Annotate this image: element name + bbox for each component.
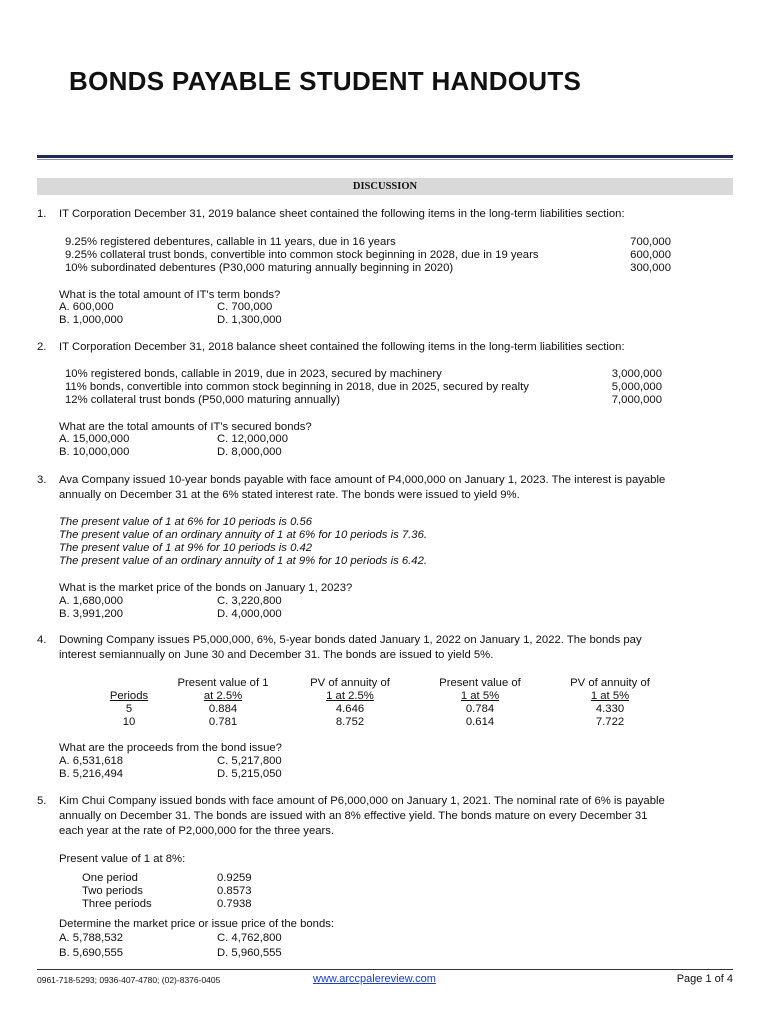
choice-d: D. 8,000,000 <box>217 446 282 458</box>
pv-row-value: 0.8573 <box>217 885 252 897</box>
choice-d: D. 5,215,050 <box>217 768 282 780</box>
item-label: 10% subordinated debentures (P30,000 maturing annually beginning in 2020) <box>65 262 454 274</box>
table-cell: 0.781 <box>208 716 238 728</box>
pv-note: The present value of 1 at 9% for 10 periods is 0.42 <box>59 542 313 554</box>
table-cell: 0.884 <box>208 703 238 715</box>
title-rule-thin <box>37 159 733 160</box>
pv-note: The present value of 1 at 6% for 10 periods is 0.56 <box>59 516 313 528</box>
item-label: 12% collateral trust bonds (P50,000 maturing annually) <box>65 394 341 406</box>
table-header: Present value of 1 <box>177 677 269 689</box>
question-text: Downing Company issues P5,000,000, 6%, 5-year bonds dated January 1, 2022 on January 1, 2022. The bonds pay <box>59 634 642 646</box>
table-cell: 10 <box>122 716 136 728</box>
choice-b: B. 5,690,555 <box>59 947 124 959</box>
table-cell: 0.784 <box>465 703 495 715</box>
choice-c: C. 12,000,000 <box>217 433 288 445</box>
table-header: PV of annuity of <box>570 677 650 689</box>
question-text: annually on December 31 at the 6% stated interest rate. The bonds were issued to yield 9%. <box>59 489 520 501</box>
question-text: each year at the rate of P2,000,000 for the three years. <box>59 825 335 837</box>
footer-rule <box>37 969 733 970</box>
item-label: 9.25% registered debentures, callable in 11 years, due in 16 years <box>65 236 396 248</box>
footer-website-link[interactable]: www.arccpalereview.com <box>313 973 436 985</box>
choice-c: C. 4,762,800 <box>217 932 282 944</box>
choice-a: A. 6,531,618 <box>59 755 124 767</box>
choice-a: A. 5,788,532 <box>59 932 124 944</box>
title-rule <box>37 155 733 158</box>
question-prompt: What is the market price of the bonds on January 1, 2023? <box>59 582 353 594</box>
question-prompt: What is the total amount of IT's term bonds? <box>59 289 281 301</box>
pv-row-label: Two periods <box>82 885 143 897</box>
question-prompt: Determine the market price or issue price of the bonds: <box>59 918 335 930</box>
item-amount: 5,000,000 <box>611 381 662 393</box>
choice-b: B. 5,216,494 <box>59 768 124 780</box>
item-amount: 300,000 <box>630 262 671 274</box>
question-prompt: What are the total amounts of IT's secured bonds? <box>59 421 312 433</box>
choice-a: A. 600,000 <box>59 301 114 313</box>
choice-b: B. 1,000,000 <box>59 314 124 326</box>
question-number: 1. <box>37 208 47 220</box>
table-cell: 4.330 <box>595 703 625 715</box>
question-prompt: What are the proceeds from the bond issue? <box>59 742 282 754</box>
table-header: 1 at 5% <box>460 690 500 702</box>
choice-d: D. 4,000,000 <box>217 608 282 620</box>
question-text: annually on December 31. The bonds are issued with an 8% effective yield. The bonds mature on every December 31 <box>59 810 648 822</box>
item-label: 10% registered bonds, callable in 2019, due in 2023, secured by machinery <box>65 368 442 380</box>
pv-row-value: 0.7938 <box>217 898 252 910</box>
table-cell: 4.646 <box>335 703 365 715</box>
footer-page-number: Page 1 of 4 <box>676 973 733 985</box>
table-header: Present value of <box>439 677 521 689</box>
pv-label: Present value of 1 at 8%: <box>59 853 186 865</box>
question-text: IT Corporation December 31, 2018 balance sheet contained the following items in the long-term liabilities section: <box>59 341 625 353</box>
question-text: Kim Chui Company issued bonds with face amount of P6,000,000 on January 1, 2021. The nominal rate of 6% is payable <box>59 795 665 807</box>
pv-note: The present value of an ordinary annuity of 1 at 9% for 10 periods is 6.42. <box>59 555 427 567</box>
table-header: 1 at 2.5% <box>326 690 374 702</box>
table-cell: 0.614 <box>465 716 495 728</box>
choice-a: A. 15,000,000 <box>59 433 130 445</box>
question-number: 2. <box>37 341 47 353</box>
pv-row-label: Three periods <box>82 898 152 910</box>
question-text: Ava Company issued 10-year bonds payable with face amount of P4,000,000 on January 1, 2023. The interest is payable <box>59 474 666 486</box>
question-number: 3. <box>37 474 47 486</box>
choice-c: C. 700,000 <box>217 301 273 313</box>
question-number: 5. <box>37 795 47 807</box>
question-text: interest semiannually on June 30 and December 31. The bonds are issued to yield 5%. <box>59 649 494 661</box>
table-cell: 7.722 <box>595 716 625 728</box>
pv-note: The present value of an ordinary annuity of 1 at 6% for 10 periods is 7.36. <box>59 529 427 541</box>
choice-b: B. 10,000,000 <box>59 446 130 458</box>
choice-d: D. 1,300,000 <box>217 314 282 326</box>
item-label: 11% bonds, convertible into common stock beginning in 2018, due in 2025, secured by realty <box>65 381 529 393</box>
question-text: IT Corporation December 31, 2019 balance sheet contained the following items in the long-term liabilities section: <box>59 208 625 220</box>
table-header: 1 at 5% <box>590 690 630 702</box>
item-amount: 3,000,000 <box>611 368 662 380</box>
footer-phones: 0961-718-5293; 0936-407-4780; (02)-8376-0405 <box>37 975 221 985</box>
choice-c: C. 3,220,800 <box>217 595 282 607</box>
choice-c: C. 5,217,800 <box>217 755 282 767</box>
choice-a: A. 1,680,000 <box>59 595 124 607</box>
choice-b: B. 3,991,200 <box>59 608 124 620</box>
item-label: 9.25% collateral trust bonds, convertible into common stock beginning in 2028, due in 19 years <box>65 249 539 261</box>
table-cell: 5 <box>125 703 133 715</box>
item-amount: 600,000 <box>630 249 671 261</box>
section-heading: DISCUSSION <box>37 178 733 195</box>
choice-d: D. 5,960,555 <box>217 947 282 959</box>
item-amount: 700,000 <box>630 236 671 248</box>
table-header: PV of annuity of <box>310 677 390 689</box>
pv-row-label: One period <box>82 872 138 884</box>
table-header: Periods <box>109 690 149 702</box>
table-cell: 8.752 <box>335 716 365 728</box>
table-header: at 2.5% <box>203 690 243 702</box>
pv-row-value: 0.9259 <box>217 872 252 884</box>
question-number: 4. <box>37 634 47 646</box>
item-amount: 7,000,000 <box>611 394 662 406</box>
page-title: BONDS PAYABLE STUDENT HANDOUTS <box>69 66 582 96</box>
